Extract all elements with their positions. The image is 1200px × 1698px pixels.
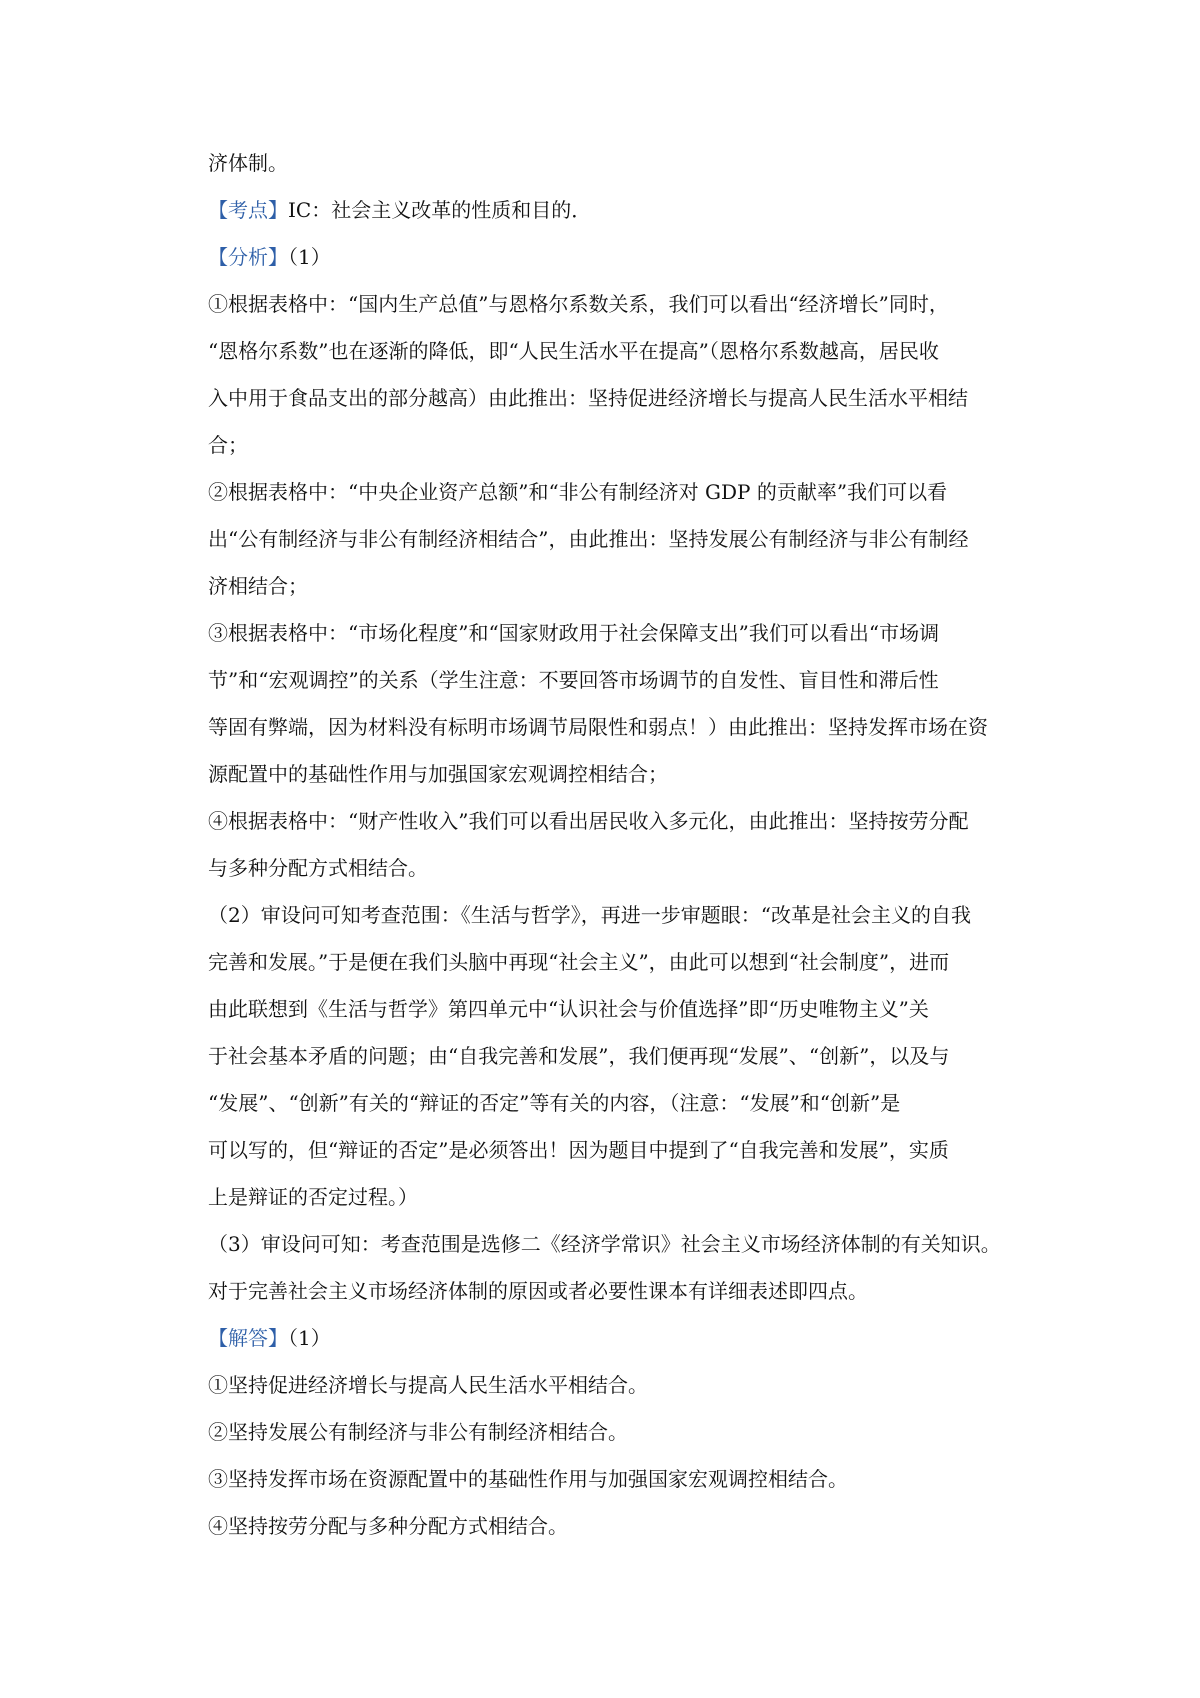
fenxi-line	[208, 234, 1020, 281]
analysis-line: ④根据表格中：“财产性收入”我们可以看出居民收入多元化，由此推出：坚持按劳分配	[208, 809, 969, 833]
fenxi-tag: 【分析】	[208, 245, 288, 269]
analysis-line: ②根据表格中：“中央企业资产总额”和“非公有制经济对 GDP 的贡献率”我们可以看	[208, 480, 948, 504]
analysis-line: 出“公有制经济与非公有制经济相结合”，由此推出：坚持发展公有制经济与非公有制经	[208, 527, 969, 551]
kaodian-tag: 【考点】	[208, 198, 288, 222]
analysis-line: 节”和“宏观调控”的关系（学生注意：不要回答市场调节的自发性、盲目性和滞后性	[208, 668, 939, 692]
analysis-body	[208, 281, 1020, 1315]
answer-line: ①坚持促进经济增长与提高人民生活水平相结合。	[208, 1373, 648, 1397]
analysis-line: ③根据表格中：“市场化程度”和“国家财政用于社会保障支出”我们可以看出“市场调	[208, 621, 940, 645]
jieda-tag: 【解答】	[208, 1326, 288, 1350]
analysis-line: ①根据表格中：“国内生产总值”与恩格尔系数关系，我们可以看出“经济增长”同时，	[208, 292, 949, 316]
continuation-line: 济体制。	[208, 151, 288, 175]
jieda-number: （1）	[288, 1326, 331, 1350]
analysis-line: 完善和发展。”于是便在我们头脑中再现“社会主义”，由此可以想到“社会制度”，进而	[208, 950, 950, 974]
analysis-line: “发展”、“创新”有关的“辩证的否定”等有关的内容，（注意：“发展”和“创新”是	[208, 1091, 901, 1115]
analysis-line: 与多种分配方式相结合。	[208, 856, 428, 880]
analysis-line: 合；	[208, 433, 248, 457]
analysis-line: 源配置中的基础性作用与加强国家宏观调控相结合；	[208, 762, 668, 786]
jieda-line	[208, 1315, 1020, 1362]
answer-line: ④坚持按劳分配与多种分配方式相结合。	[208, 1514, 568, 1538]
kaodian-text: IC：社会主义改革的性质和目的．	[288, 198, 592, 222]
analysis-line: 上是辩证的否定过程。）	[208, 1185, 418, 1209]
analysis-line: 对于完善社会主义市场经济体制的原因或者必要性课本有详细表述即四点。	[208, 1279, 868, 1303]
analysis-line: “恩格尔系数”也在逐渐的降低，即“人民生活水平在提高”（恩格尔系数越高，居民收	[208, 339, 939, 363]
answer-body	[208, 1362, 1020, 1550]
kaodian-line	[208, 187, 1020, 234]
answer-line: ③坚持发挥市场在资源配置中的基础性作用与加强国家宏观调控相结合。	[208, 1467, 848, 1491]
answer-line: ②坚持发展公有制经济与非公有制经济相结合。	[208, 1420, 628, 1444]
analysis-line: 可以写的，但“辩证的否定”是必须答出！因为题目中提到了“自我完善和发展”，实质	[208, 1138, 949, 1162]
analysis-line: 等固有弊端，因为材料没有标明市场调节局限性和弱点！）由此推出：坚持发挥市场在资	[208, 715, 988, 739]
analysis-line: 于社会基本矛盾的问题；由“自我完善和发展”，我们便再现“发展”、“创新”，以及与	[208, 1044, 950, 1068]
analysis-line: （3）审设问可知：考查范围是选修二《经济学常识》社会主义市场经济体制的有关知识。	[208, 1232, 1001, 1256]
analysis-line: （2）审设问可知考查范围：《生活与哲学》，再进一步审题眼：“改革是社会主义的自我	[208, 903, 971, 927]
fenxi-number: （1）	[288, 245, 331, 269]
analysis-line: 入中用于食品支出的部分越高）由此推出：坚持促进经济增长与提高人民生活水平相结	[208, 386, 968, 410]
analysis-line: 济相结合；	[208, 574, 308, 598]
analysis-line: 由此联想到《生活与哲学》第四单元中“认识社会与价值选择”即“历史唯物主义”关	[208, 997, 929, 1021]
